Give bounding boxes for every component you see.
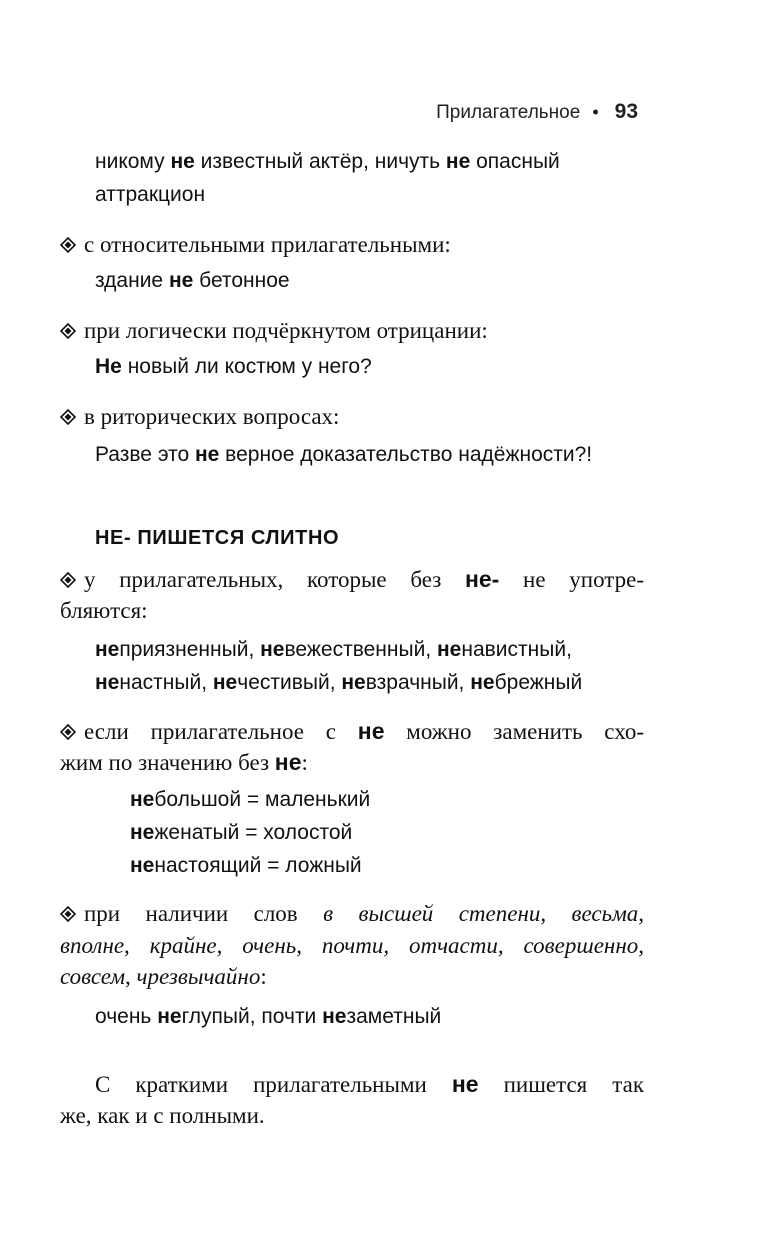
example-word: вежественный, <box>284 638 437 661</box>
example-text: опасный <box>470 150 560 173</box>
example-word: настоящий = ложный <box>154 854 362 877</box>
example-word: навистный, <box>461 638 572 661</box>
particle-ne: не <box>130 821 155 844</box>
particle-ne: не <box>260 638 285 661</box>
rule-bullet-rhetorical <box>60 401 339 433</box>
diamond-bullet-icon <box>60 716 84 748</box>
particle-ne: не <box>170 150 195 173</box>
example-text: бетонное <box>193 269 290 292</box>
example-word: приязненный, <box>119 638 261 661</box>
rule-text: можно заменить схо- <box>384 719 644 744</box>
particle-ne: не <box>95 638 120 661</box>
particle-ne: не <box>470 671 495 694</box>
example-text: верное доказательство надёжности?! <box>219 443 593 466</box>
example-word: брежный <box>494 671 583 694</box>
rule-text: при логически подчёркнутом отрицании: <box>84 318 488 343</box>
particle-ne: не <box>194 443 220 466</box>
example-word: взрачный, <box>365 671 471 694</box>
diamond-bullet-icon <box>60 564 84 596</box>
example-line <box>95 438 592 471</box>
running-head <box>436 100 638 124</box>
adverb-list: вполне, крайне, очень, почти, отчасти, совершенно, <box>60 933 644 958</box>
particle-ne: не <box>274 749 302 775</box>
example-line <box>130 783 370 816</box>
rule-text: не употре- <box>499 567 644 592</box>
adverb-list: в высшей степени, весьма, <box>323 901 645 926</box>
paragraph-text: С краткими прилагательными <box>95 1072 452 1097</box>
diamond-bullet-icon <box>60 898 84 930</box>
section-heading: НЕ- ПИШЕТСЯ СЛИТНО <box>95 527 340 549</box>
example-line <box>95 666 582 699</box>
rule-text: жим по значению без <box>60 750 275 775</box>
particle-ne: не <box>130 788 155 811</box>
rule-bullet-logical <box>60 315 488 347</box>
page-number: 93 <box>614 100 638 123</box>
example-line <box>130 816 352 849</box>
particle-ne: не <box>168 269 194 292</box>
rule-text-continued: бляются: <box>60 598 148 623</box>
diamond-bullet-icon <box>60 229 84 261</box>
example-word: настный, <box>119 671 213 694</box>
example-line <box>95 1000 441 1033</box>
rule-text: в риторических вопросах: <box>84 404 340 429</box>
example-text: никому <box>95 150 171 173</box>
rule-bullet-adverbs <box>60 898 644 930</box>
rule-text: с относительными прилагательными: <box>84 232 451 257</box>
rule-bullet-not-used <box>60 563 644 596</box>
rule-text: : <box>301 750 308 775</box>
example-line <box>130 849 362 882</box>
example-word: честивый, <box>237 671 342 694</box>
rule-text-continued <box>60 746 308 779</box>
particle-ne: не <box>451 1071 479 1097</box>
example-line <box>95 264 290 297</box>
example-text: здание <box>95 269 169 292</box>
adverb-list: совсем, чрезвычайно <box>60 964 261 989</box>
example-word: женатый = холостой <box>154 821 353 844</box>
example-text: известный актёр, ничуть <box>194 150 446 173</box>
example-text: Разве это <box>95 443 195 466</box>
example-line <box>95 633 572 666</box>
particle-ne: не <box>445 150 471 173</box>
rule-text: : <box>260 964 267 989</box>
example-line: аттракцион <box>95 183 206 206</box>
particle-ne: не <box>341 671 366 694</box>
particle-ne: Не <box>95 355 122 378</box>
example-text: заметный <box>346 1005 442 1028</box>
closing-paragraph <box>95 1068 644 1101</box>
rule-bullet-relative <box>60 229 451 261</box>
particle-ne: не <box>322 1005 347 1028</box>
diamond-bullet-icon <box>60 315 84 347</box>
particle-ne: не <box>130 854 155 877</box>
diamond-bullet-icon <box>60 401 84 433</box>
particle-ne: не <box>437 638 462 661</box>
example-text: новый ли костюм у него? <box>121 355 372 378</box>
particle-ne: не- <box>465 566 500 592</box>
separator-dot: • <box>592 102 599 122</box>
rule-text: у прилагательных, которые без <box>84 567 465 592</box>
closing-paragraph-continued: же, как и с полными. <box>60 1103 265 1128</box>
particle-ne: не <box>357 718 385 744</box>
paragraph-text: пишется так <box>478 1072 644 1097</box>
example-line <box>95 350 372 383</box>
example-word: большой = маленький <box>154 788 371 811</box>
example-line <box>95 145 560 178</box>
particle-ne: не <box>95 671 120 694</box>
example-text: очень <box>95 1005 158 1028</box>
rule-text: при наличии слов <box>84 901 324 926</box>
particle-ne: не <box>212 671 238 694</box>
rule-text: если прилагательное с <box>84 719 358 744</box>
particle-ne: не <box>157 1005 182 1028</box>
rule-bullet-synonym <box>60 715 644 748</box>
section-title: Прилагательное <box>436 102 581 123</box>
example-text: глупый, почти <box>181 1005 323 1028</box>
rule-text-continued <box>60 961 267 993</box>
